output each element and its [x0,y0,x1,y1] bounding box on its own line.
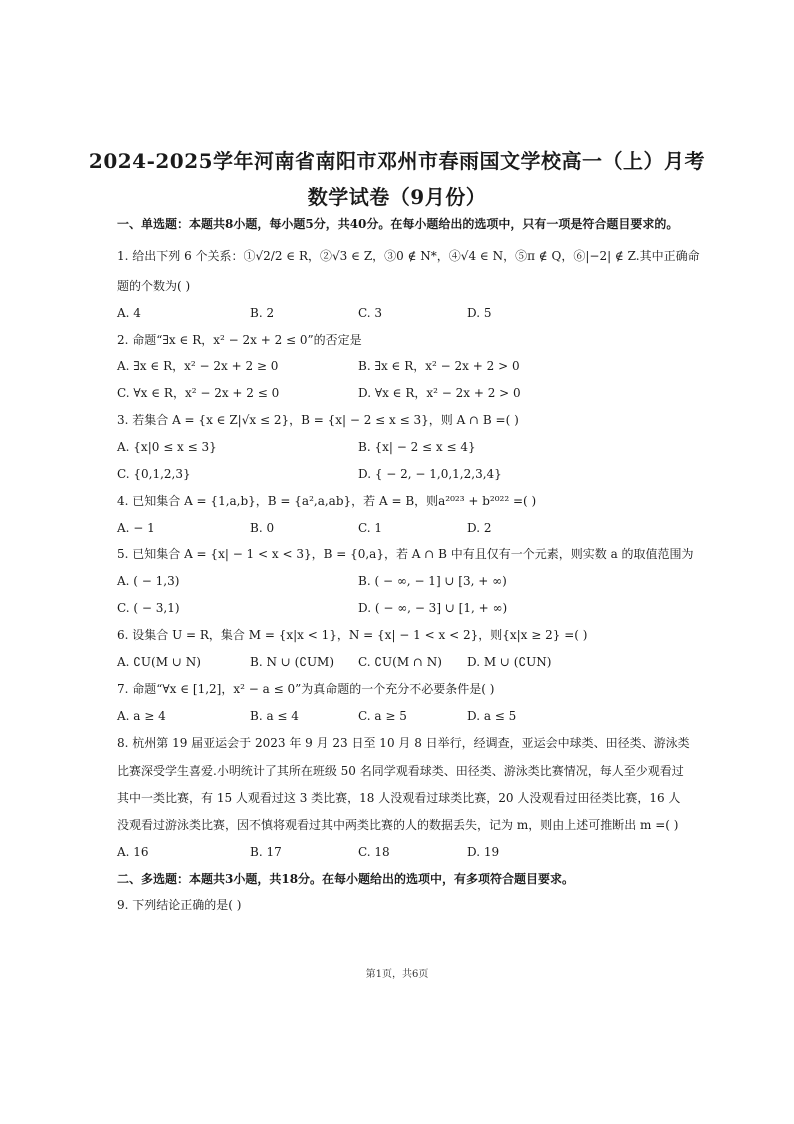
question-7-option-b: B. a ≤ 4 [250,709,299,723]
question-2-option-c: C. ∀x ∈ R，x² − 2x + 2 ≤ 0 [117,386,280,400]
question-4-option-d: D. 2 [467,521,492,535]
exam-title: 2024-2025学年河南省南阳市邓州市春雨国文学校高一（上）月考 [88,149,706,173]
question-6-stem: 6. 设集合 U = R，集合 M = {x|x < 1}，N = {x| − 1 < x < 2}，则{x|x ≥ 2} =( ) [117,628,588,642]
question-8-option-c: C. 18 [358,845,390,859]
question-8-stem-line-4: 没观看过游泳类比赛，因不慎将观看过其中两类比赛的人的数据丢失，记为 m，则由上述可推断出 m =( ) [117,818,679,832]
exam-subtitle: 数学试卷（9月份） [307,185,487,209]
question-8-option-a: A. 16 [117,845,149,859]
question-1-option-a: A. 4 [117,306,141,320]
question-2-option-b: B. ∃x ∈ R，x² − 2x + 2 > 0 [358,359,520,373]
question-5-option-d: D. ( − ∞, − 3] ∪ [1, + ∞) [358,601,508,615]
question-8-stem-line-3: 其中一类比赛，有 15 人观看过这 3 类比赛，18 人没观看过球类比赛，20 人没观看过田径类比赛，16 人 [117,791,681,805]
question-5-option-b: B. ( − ∞, − 1] ∪ [3, + ∞) [358,574,507,588]
question-7-option-c: C. a ≥ 5 [358,709,407,723]
section-single-choice-header: 一、单选题：本题共8小题，每小题5分，共40分。在每小题给出的选项中，只有一项是符合题目要求的。 [117,217,679,231]
question-1-option-c: C. 3 [358,306,383,320]
question-6-option-d: D. M ∪ (∁UN) [467,655,552,669]
question-8-option-b: B. 17 [250,845,282,859]
question-7-option-d: D. a ≤ 5 [467,709,517,723]
question-1-stem-cont: 题的个数为( ) [117,279,191,293]
question-8-option-d: D. 19 [467,845,500,859]
question-8-stem-line-1: 8. 杭州第 19 届亚运会于 2023 年 9 月 23 日至 10 月 8 日举行，经调查，亚运会中球类、田径类、游泳类 [117,736,690,750]
question-3-option-a: A. {x|0 ≤ x ≤ 3} [117,440,217,454]
page-footer: 第1页，共6页 [365,969,429,980]
question-5-option-a: A. ( − 1,3) [117,574,180,588]
question-4-option-a: A. − 1 [117,521,155,535]
question-1-option-d: D. 5 [467,306,492,320]
section-multi-choice-header: 二、多选题：本题共3小题，共18分。在每小题给出的选项中，有多项符合题目要求。 [117,872,575,886]
question-1-option-b: B. 2 [250,306,275,320]
question-6-option-b: B. N ∪ (∁UM) [250,655,335,669]
question-7-option-a: A. a ≥ 4 [117,709,166,723]
question-3-option-d: D. { − 2, − 1,0,1,2,3,4} [358,467,502,481]
question-4-option-b: B. 0 [250,521,275,535]
question-4-stem: 4. 已知集合 A = {1,a,b}，B = {a²,a,ab}，若 A = B，则a²⁰²³ + b²⁰²² =( ) [117,494,537,508]
question-2-option-a: A. ∃x ∈ R，x² − 2x + 2 ≥ 0 [117,359,279,373]
question-5-stem: 5. 已知集合 A = {x| − 1 < x < 3}，B = {0,a}，若 A ∩ B 中有且仅有一个元素，则实数 a 的取值范围为 [117,547,694,561]
question-2-stem: 2. 命题“∃x ∈ R，x² − 2x + 2 ≤ 0”的否定是 [117,333,362,347]
question-3-option-b: B. {x| − 2 ≤ x ≤ 4} [358,440,476,454]
question-7-stem: 7. 命题“∀x ∈ [1,2]，x² − a ≤ 0”为真命题的一个充分不必要条件是( ) [117,682,495,696]
question-5-option-c: C. ( − 3,1) [117,601,180,615]
question-6-option-a: A. ∁U(M ∪ N) [117,655,201,669]
question-6-option-c: C. ∁U(M ∩ N) [358,655,442,669]
question-3-stem: 3. 若集合 A = {x ∈ Z|√x ≤ 2}，B = {x| − 2 ≤ x ≤ 3}，则 A ∩ B =( ) [117,413,519,427]
question-4-option-c: C. 1 [358,521,383,535]
question-8-stem-line-2: 比赛深受学生喜爱.小明统计了其所在班级 50 名同学观看球类、田径类、游泳类比赛情况，每人至少观看过 [117,764,684,778]
question-2-option-d: D. ∀x ∈ R，x² − 2x + 2 > 0 [358,386,521,400]
question-9-stem: 9. 下列结论正确的是( ) [117,898,242,912]
question-3-option-c: C. {0,1,2,3} [117,467,191,481]
question-1-stem: 1. 给出下列 6 个关系：①√2/2 ∈ R，②√3 ∈ Z，③0 ∉ N*，④√4 ∈ N，⑤π ∉ Q，⑥|−2| ∉ Z.其中正确命 [117,249,700,263]
